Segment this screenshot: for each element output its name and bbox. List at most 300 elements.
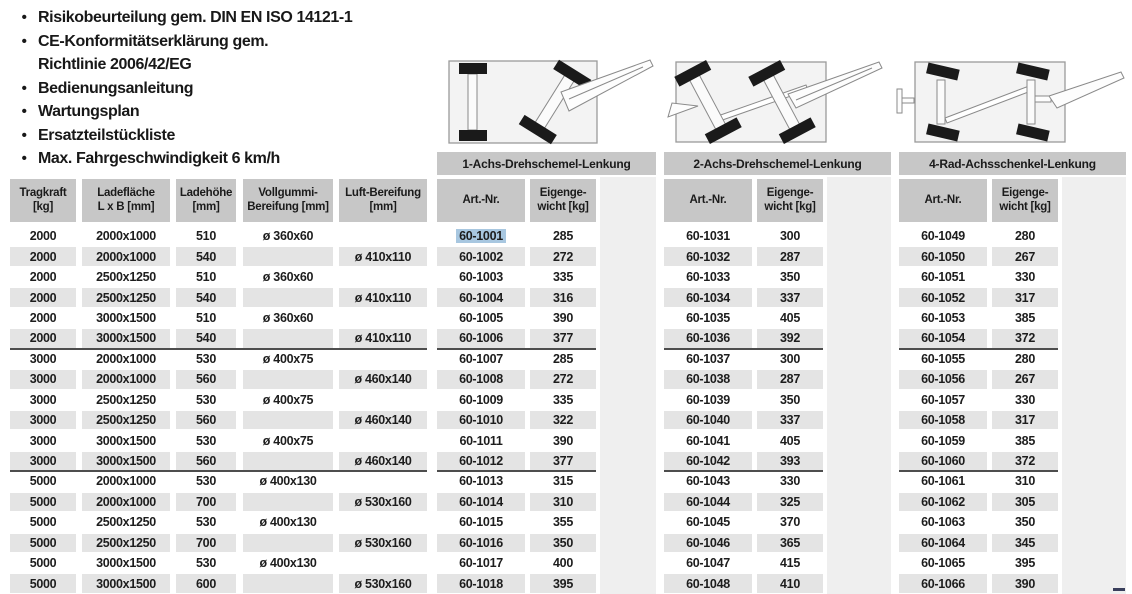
table-cell [899,574,987,592]
cell-text: 300 [780,229,800,244]
table-cell [664,534,752,552]
table-cell [176,391,236,409]
cell-text: 700 [196,535,216,550]
table-cell [176,452,236,470]
table-cell [664,268,752,286]
table-cell [243,431,333,449]
column-header-vollgummi [243,179,333,222]
table-cell [339,268,427,286]
cell-text: 600 [196,576,216,591]
table-cell [10,493,76,511]
header-line: Ladehöhe [179,186,233,199]
table-cell [10,391,76,409]
cell-text: 60-1049 [921,229,965,244]
bullet-text: Ersatzteilstückliste [38,126,175,144]
cell-text: 2000x1000 [96,229,156,244]
cell-text: 337 [780,413,800,428]
table-cell [243,329,333,347]
table-cell [10,350,76,368]
column-header-tragkraft [10,179,76,222]
header-line: [kg] [32,200,54,213]
table-cell [899,227,987,245]
table-cell [757,268,823,286]
table-cell [437,309,525,327]
table-cell [530,534,596,552]
table-cell [992,370,1058,388]
table-cell [757,391,823,409]
table-row [0,349,1132,369]
cell-text: 560 [196,372,216,387]
table-cell [10,472,76,490]
cell-text: ø 360x60 [262,270,314,285]
table-cell [243,227,333,245]
cell-text: 2000 [29,270,57,285]
table-cell [437,329,525,347]
cell-text: 60-1066 [921,576,965,591]
cell-text: 510 [196,229,216,244]
header-line: Art.-Nr. [924,193,962,206]
cell-text: 3000 [29,392,57,407]
table-cell [899,350,987,368]
table-cell [10,370,76,388]
cell-text: 60-1016 [459,535,503,550]
cell-text: 2500x1250 [96,270,156,285]
table-row [0,410,1132,430]
table-row [0,246,1132,266]
table-cell [10,574,76,592]
cell-text: ø 410x110 [354,249,412,264]
cell-text: ø 410x110 [354,331,412,346]
cell-text: 60-1045 [686,515,730,530]
column-header-artnr-group3 [899,179,987,222]
table-cell [664,309,752,327]
bullet-text: Risikobeurteilung gem. DIN EN ISO 14121-1 [38,9,353,26]
table-cell [757,411,823,429]
cell-text: ø 400x130 [259,474,317,489]
header-line: wicht [kg] [537,200,589,213]
table-cell [339,309,427,327]
cell-text: 60-1062 [921,494,965,509]
table-row [0,390,1132,410]
cell-text: 385 [1015,310,1035,325]
cell-text: 60-1005 [459,310,503,325]
table-cell [82,452,170,470]
table-row [0,553,1132,573]
cell-text: 377 [553,331,573,346]
table-cell [10,227,76,245]
table-cell [757,452,823,470]
page-corner-mark [1113,588,1125,591]
table-group-header-1-achs [437,152,656,175]
table-cell [757,329,823,347]
header-line: [mm] [369,200,397,213]
cell-text: 317 [1015,290,1035,305]
table-cell [530,370,596,388]
table-cell [437,247,525,265]
cell-text: 330 [1015,392,1035,407]
table-cell [899,309,987,327]
table-cell [664,493,752,511]
table-cell [992,452,1058,470]
table-cell [899,288,987,306]
group-separator-line [437,470,596,472]
trailer-diagram-2-achs-drehschemel [660,56,890,150]
table-cell [664,513,752,531]
cell-text: 60-1017 [459,556,503,571]
cell-text: 60-1004 [459,290,503,305]
table-row [0,328,1132,348]
table-cell [664,247,752,265]
table-cell [899,534,987,552]
table-cell [437,350,525,368]
header-line: Luft-Bereifung [345,186,421,199]
table-cell [176,493,236,511]
table-cell [176,513,236,531]
column-header-artnr-group1 [437,179,525,222]
cell-text: 305 [1015,494,1035,509]
bullet-dot-icon: • [21,126,27,144]
table-cell [339,247,427,265]
cell-text: 287 [780,372,800,387]
cell-text: 3000 [29,454,57,469]
cell-text: 60-1018 [459,576,503,591]
table-cell [243,268,333,286]
table-cell [176,370,236,388]
cell-text: 540 [196,290,216,305]
cell-text: 2000x1000 [96,249,156,264]
cell-text: ø 460x140 [354,454,412,469]
cell-text: 405 [780,310,800,325]
bullet-text: Max. Fahrgeschwindigkeit 6 km/h [38,150,280,167]
cell-text: 285 [553,351,573,366]
cell-text: 315 [553,474,573,489]
cell-text: 60-1013 [459,474,503,489]
header-line: Ladefläche [97,186,155,199]
table-cell [82,350,170,368]
table-cell [664,472,752,490]
cell-text: 280 [1015,351,1035,366]
table-cell [339,370,427,388]
cell-text: 60-1043 [686,474,730,489]
table-cell [243,493,333,511]
table-cell [437,493,525,511]
table-cell [339,534,427,552]
cell-text: 390 [1015,576,1035,591]
table-cell [339,227,427,245]
table-cell [82,227,170,245]
table-cell [530,513,596,531]
header-line: Art.-Nr. [462,193,500,206]
header-line: Art.-Nr. [689,193,727,206]
table-cell [899,431,987,449]
table-cell [530,574,596,592]
table-cell [82,329,170,347]
table-cell [992,513,1058,531]
cell-text: 267 [1015,372,1035,387]
cell-text: 2000x1000 [96,494,156,509]
cell-text: ø 400x130 [259,556,317,571]
cell-text: 5000 [29,576,57,591]
cell-text: ø 400x75 [262,351,314,366]
cell-text: 405 [780,433,800,448]
table-cell [757,493,823,511]
table-cell [10,288,76,306]
table-cell [992,534,1058,552]
header-line: Eigenge- [766,186,814,199]
cell-text: 60-1052 [921,290,965,305]
table-row [0,451,1132,471]
table-cell [243,554,333,572]
table-cell [10,268,76,286]
table-cell [243,513,333,531]
cell-text: 5000 [29,494,57,509]
table-cell [10,247,76,265]
cell-text: 560 [196,454,216,469]
cell-text: 2000 [29,249,57,264]
table-cell [437,227,525,245]
cell-text: 2500x1250 [96,392,156,407]
cell-text: 60-1011 [459,433,503,448]
table-cell [82,268,170,286]
table-cell [82,574,170,592]
table-cell [339,288,427,306]
table-cell [437,574,525,592]
cell-text: 60-1038 [686,372,730,387]
table-body [0,226,1132,594]
table-cell [757,431,823,449]
cell-text: 2000 [29,310,57,325]
bullet-text: Bedienungsanleitung [38,79,194,97]
group-separator-line [10,348,427,350]
cell-text: 60-1032 [686,249,730,264]
cell-text: 60-1003 [459,270,503,285]
group-separator-line [664,470,823,472]
table-cell [757,350,823,368]
cell-text: ø 400x130 [259,515,317,530]
cell-text: 330 [1015,270,1035,285]
column-header-eigengewicht-group1 [530,179,596,222]
cell-text: 267 [1015,249,1035,264]
cell-text: 700 [196,494,216,509]
table-cell [992,227,1058,245]
cell-text: 530 [196,433,216,448]
cell-text: 390 [553,310,573,325]
table-cell [530,350,596,368]
trailer-diagram-1-achs-drehschemel [437,56,656,150]
group-separator-line [664,348,823,350]
cell-text: 310 [553,494,573,509]
table-cell [664,411,752,429]
cell-text: 60-1064 [921,535,965,550]
group-title: 4-Rad-Achsschenkel-Lenkung [929,156,1096,171]
cell-text: 335 [553,392,573,407]
cell-text: 60-1055 [921,351,965,366]
table-cell [10,554,76,572]
bullet-item [10,124,435,148]
table-cell [992,411,1058,429]
cell-text: 60-1060 [921,454,965,469]
cell-text: 410 [780,576,800,591]
cell-text: 60-1065 [921,556,965,571]
table-cell [530,309,596,327]
cell-text: 60-1056 [921,372,965,387]
table-cell [10,329,76,347]
cell-text: 287 [780,249,800,264]
cell-text: 350 [1015,515,1035,530]
cell-text: 60-1035 [686,310,730,325]
bullet-dot-icon [10,53,38,77]
trailer-diagram-4-rad-achsschenkel [895,56,1127,150]
column-header-luftbereifung [339,179,427,222]
table-cell [10,452,76,470]
cell-text: 377 [553,454,573,469]
table-cell [243,411,333,429]
table-cell [757,554,823,572]
table-cell [899,493,987,511]
table-group-header-4-rad [899,152,1126,175]
table-cell [82,513,170,531]
cell-text: 3000x1500 [96,331,156,346]
cell-text: 2500x1250 [96,290,156,305]
cell-text: 60-1007 [459,351,503,366]
cell-text: 540 [196,249,216,264]
table-cell [243,288,333,306]
table-cell [82,391,170,409]
cell-text: ø 530x160 [354,576,412,591]
table-cell [176,247,236,265]
table-cell [10,309,76,327]
cell-text: 390 [553,433,573,448]
table-cell [176,554,236,572]
cell-text: 60-1053 [921,310,965,325]
cell-text: 3000x1500 [96,454,156,469]
table-cell [664,574,752,592]
table-cell [437,472,525,490]
cell-text: 530 [196,351,216,366]
cell-text: 3000 [29,372,57,387]
cell-text: 60-1037 [686,351,730,366]
cell-text: 510 [196,310,216,325]
table-cell [530,391,596,409]
cell-text: 60-1002 [459,249,503,264]
table-cell [664,452,752,470]
table-row [0,226,1132,246]
cell-text: 3000 [29,433,57,448]
cell-text: 60-1050 [921,249,965,264]
cell-text: 60-1012 [459,454,503,469]
cell-text: ø 360x60 [262,310,314,325]
cell-text: 330 [780,474,800,489]
table-cell [992,350,1058,368]
table-cell [992,472,1058,490]
table-cell [992,288,1058,306]
table-cell [757,534,823,552]
cell-text: 2000x1000 [96,372,156,387]
bullet-item [10,100,435,124]
header-line: Eigenge- [539,186,587,199]
table-cell [82,370,170,388]
table-cell [757,227,823,245]
cell-text: 370 [780,515,800,530]
table-cell [530,247,596,265]
table-cell [176,268,236,286]
table-cell [437,370,525,388]
table-cell [992,574,1058,592]
table-cell [339,452,427,470]
table-cell [530,268,596,286]
cell-text: 2500x1250 [96,413,156,428]
cell-text: 60-1010 [459,413,503,428]
cell-text: 60-1041 [686,433,730,448]
cell-text: ø 400x75 [262,433,314,448]
table-cell [243,350,333,368]
cell-text: 350 [780,392,800,407]
table-cell [899,411,987,429]
table-cell [10,431,76,449]
cell-text: 530 [196,556,216,571]
cell-text: 60-1014 [459,494,503,509]
cell-text: 2000 [29,331,57,346]
column-header-eigengewicht-group3 [992,179,1058,222]
cell-text: 285 [553,229,573,244]
cell-text: 60-1059 [921,433,965,448]
table-cell [176,574,236,592]
cell-text: 3000 [29,351,57,366]
table-row [0,267,1132,287]
table-cell [82,411,170,429]
cell-text: 355 [553,515,573,530]
table-cell [339,574,427,592]
cell-text: 2000 [29,290,57,305]
table-cell [664,431,752,449]
cell-text: 310 [1015,474,1035,489]
table-cell [10,411,76,429]
table-cell [530,227,596,245]
table-cell [664,370,752,388]
table-cell [176,534,236,552]
table-cell [339,472,427,490]
cell-text: 335 [553,270,573,285]
table-cell [757,309,823,327]
table-cell [339,554,427,572]
table-cell [664,554,752,572]
table-cell [176,227,236,245]
cell-text: 60-1008 [459,372,503,387]
table-cell [992,431,1058,449]
table-cell [82,431,170,449]
cell-text: 322 [553,413,573,428]
table-cell [992,391,1058,409]
cell-text: ø 460x140 [354,372,412,387]
table-row [0,369,1132,389]
table-cell [757,370,823,388]
table-row [0,471,1132,491]
cell-text: 2500x1250 [96,535,156,550]
table-row [0,287,1132,307]
cell-text: 400 [553,556,573,571]
table-cell [664,350,752,368]
table-cell [899,513,987,531]
table-cell [339,411,427,429]
cell-text: 300 [780,351,800,366]
table-cell [437,268,525,286]
table-cell [82,554,170,572]
table-cell [757,472,823,490]
table-row [0,492,1132,512]
selected-text[interactable]: 60-1001 [456,229,506,243]
table-cell [437,534,525,552]
table-cell [899,370,987,388]
